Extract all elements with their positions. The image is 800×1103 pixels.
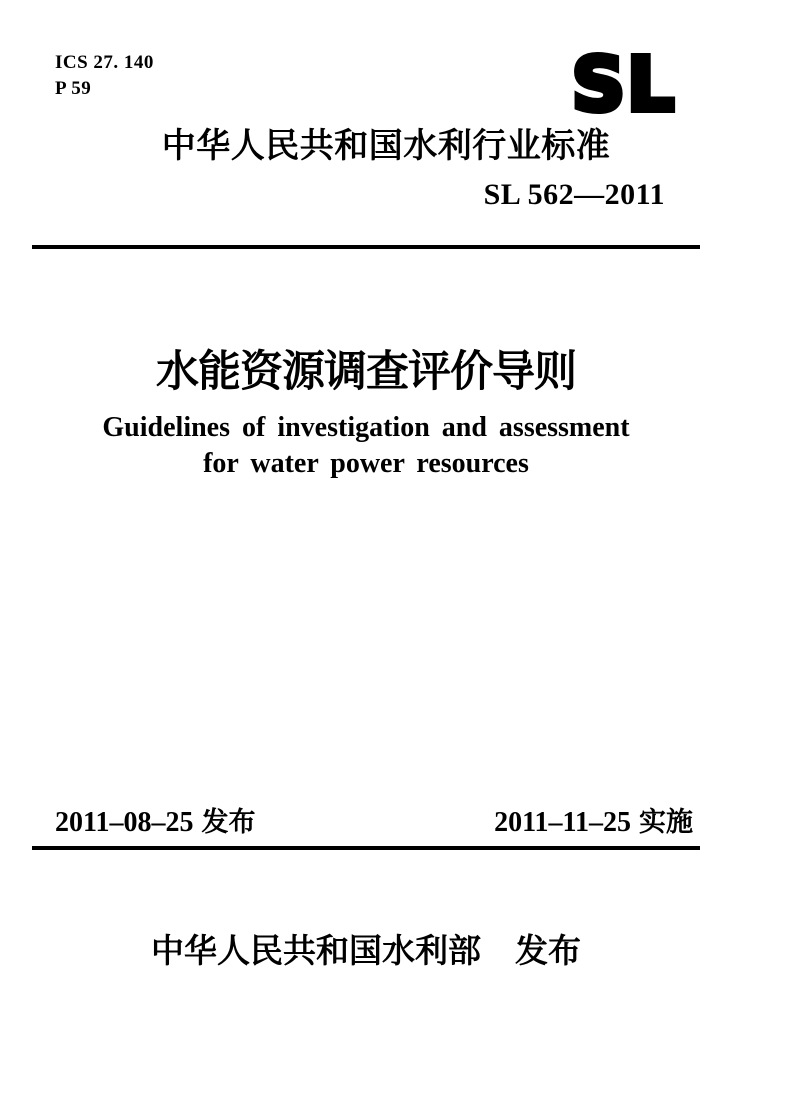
p-classification-code: P 59 <box>55 78 92 99</box>
bottom-divider-rule <box>32 846 700 850</box>
ics-code: ICS 27. 140 <box>55 52 154 73</box>
sl-logo-text: SL <box>571 44 677 120</box>
sl-logo <box>558 44 690 120</box>
standard-number: SL 562—2011 <box>483 178 665 211</box>
publisher-line <box>32 925 700 972</box>
issue-date: 2011–08–25 <box>55 807 194 838</box>
implementation-date: 2011–11–25 <box>494 807 631 838</box>
title-chinese: 水能资源调查评价导则 <box>156 348 576 396</box>
implementation-date-label: 实施 <box>639 807 693 837</box>
title-english-line1: Guidelines of investigation and assessment <box>102 412 630 443</box>
issue-date-label: 发布 <box>201 807 256 837</box>
publisher-label: 发布 <box>515 932 581 969</box>
classification-codes <box>55 50 154 102</box>
publisher-name: 中华人民共和国水利部 <box>151 932 481 969</box>
standard-heading: 中华人民共和国水利行业标准 <box>161 127 611 165</box>
implementation-date-block <box>494 800 693 839</box>
issue-date-block <box>55 800 255 839</box>
title-english <box>32 410 700 482</box>
title-english-line2: for water power resources <box>203 448 529 479</box>
top-divider-rule <box>32 245 700 249</box>
